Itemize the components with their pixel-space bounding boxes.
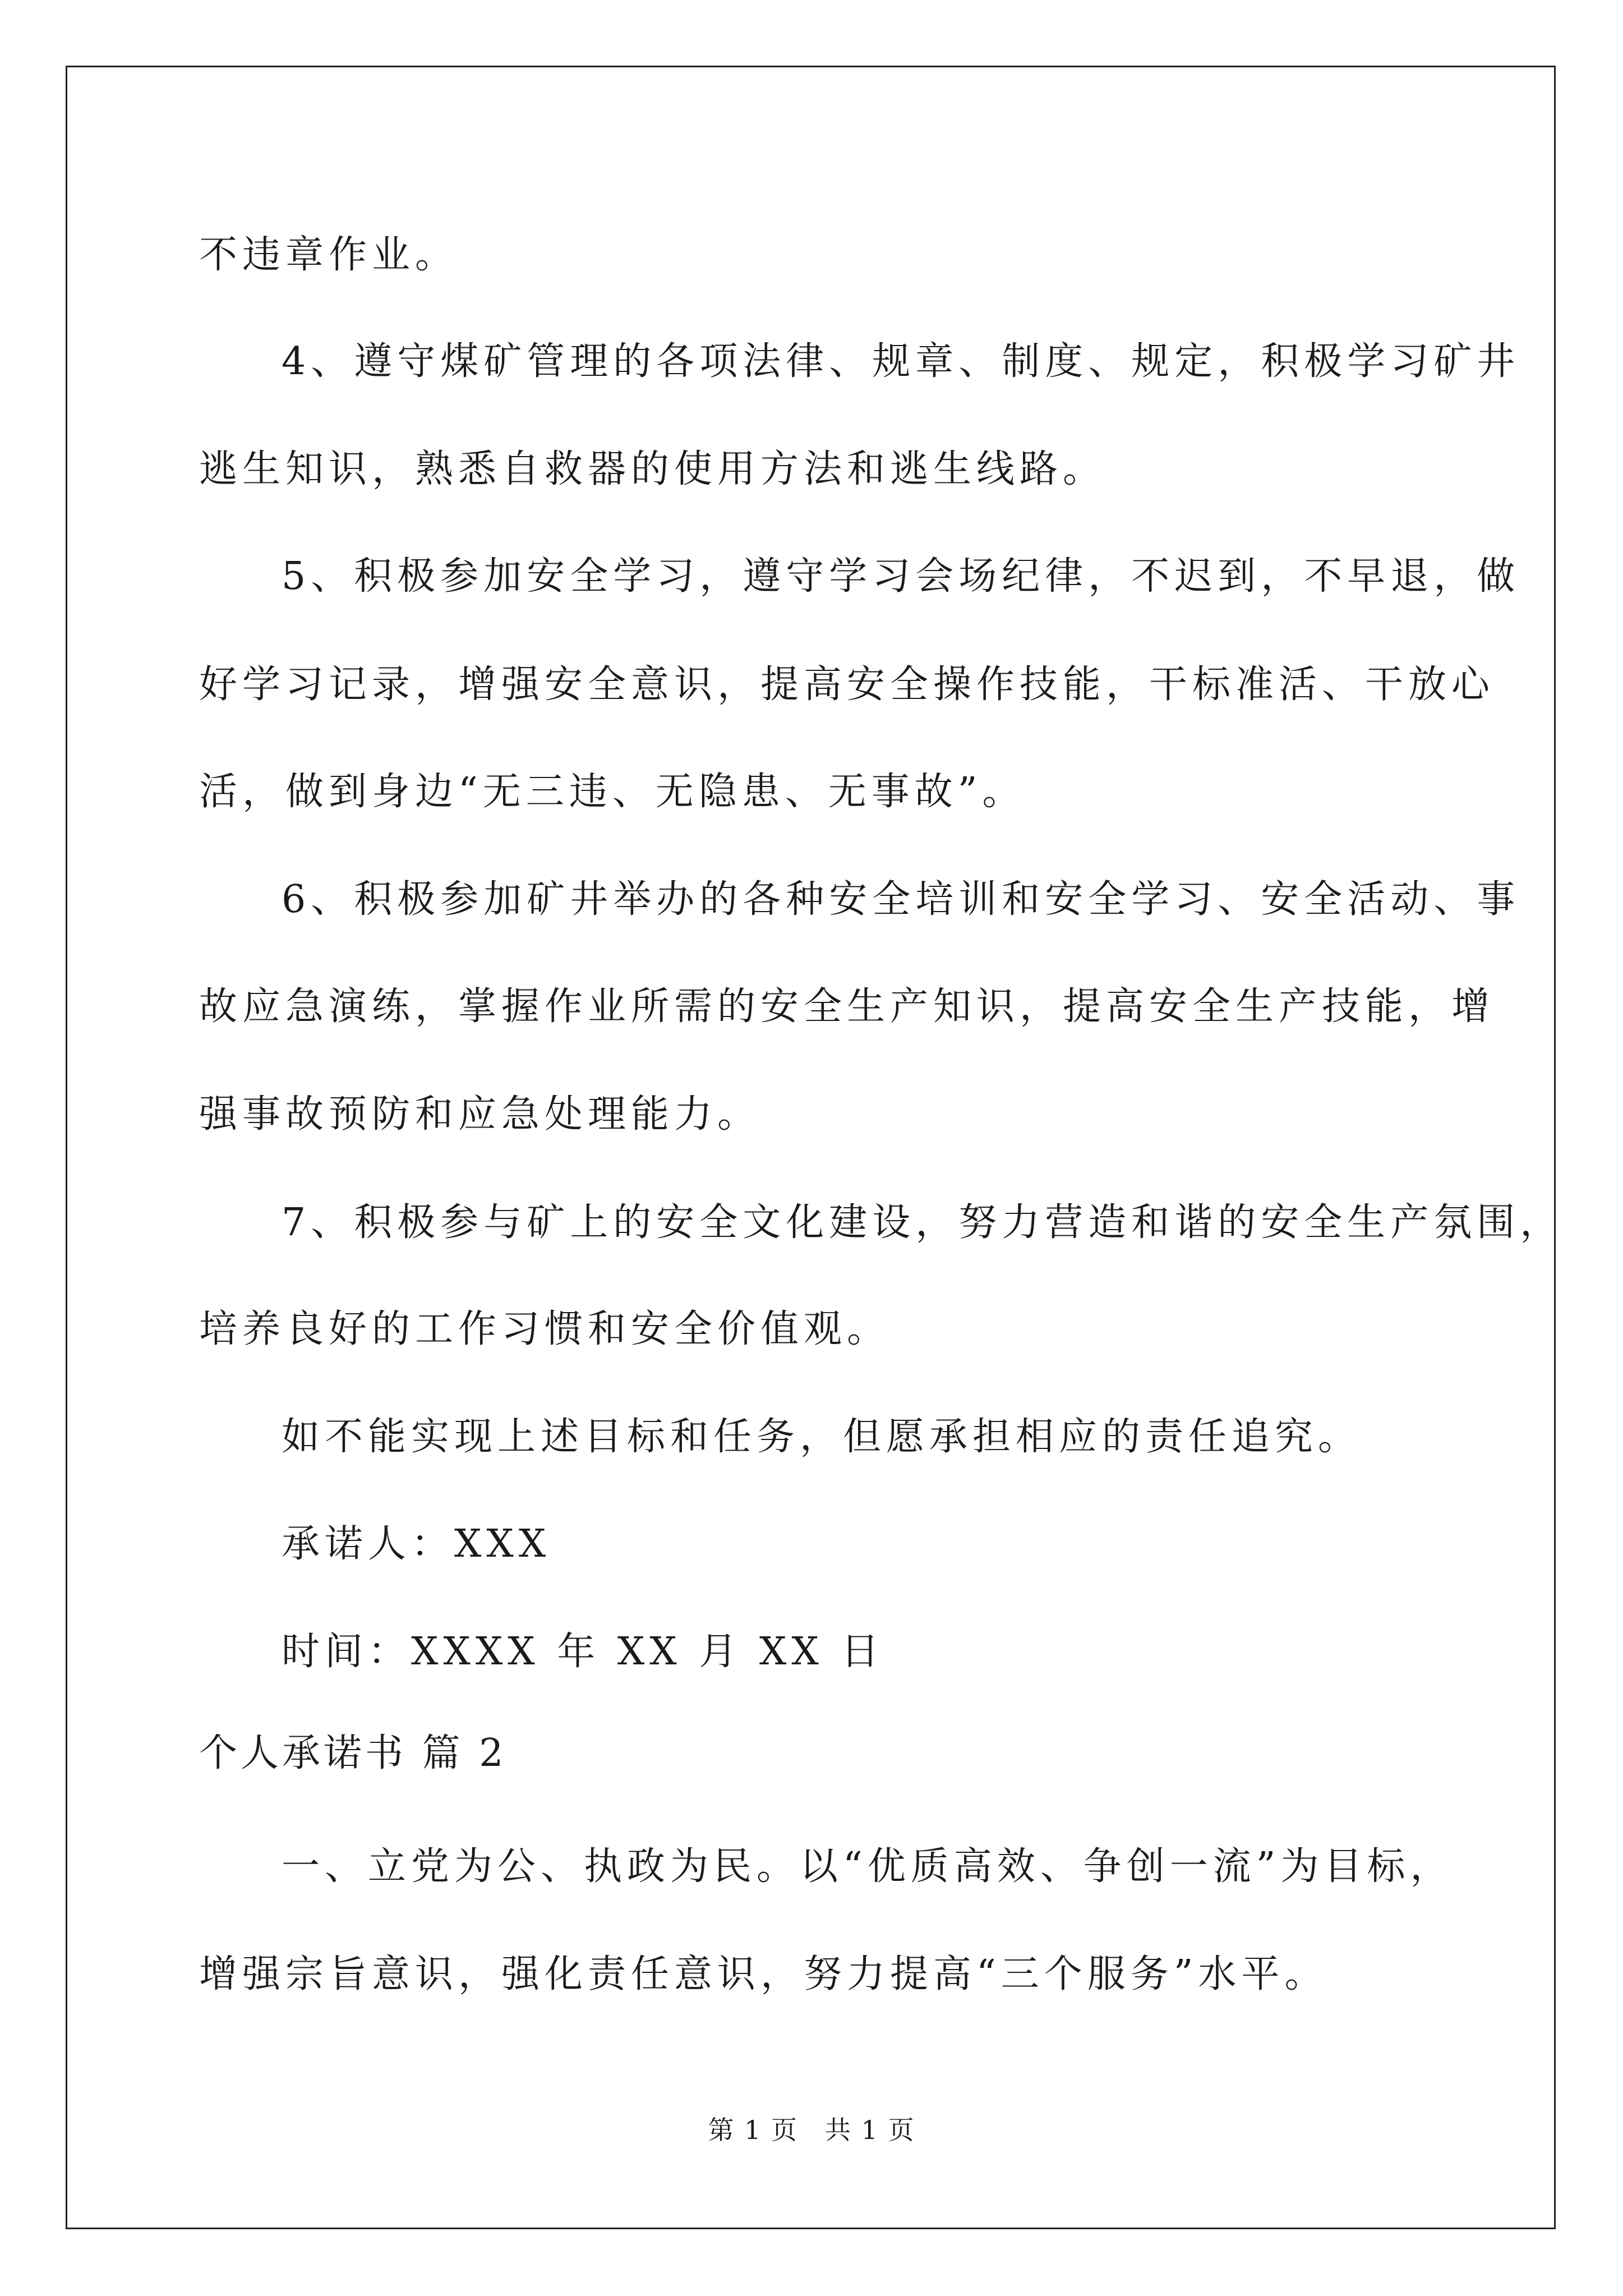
item-6-line-2: 故应急演练，掌握作业所需的安全生产知识，提高安全生产技能，增 — [199, 984, 1495, 1029]
item-5-line-2: 好学习记录，增强安全意识，提高安全操作技能，干标准活、干放心 — [199, 662, 1495, 707]
item-6-line-1: 6、积极参加矿井举办的各种安全培训和安全学习、安全活动、事 — [282, 877, 1520, 922]
date-line: 时间：XXXX 年 XX 月 XX 日 — [282, 1630, 884, 1674]
item-6-line-3: 强事故预防和应急处理能力。 — [199, 1092, 761, 1137]
commitment-statement: 如不能实现上述目标和任务，但愿承担相应的责任追究。 — [282, 1415, 1362, 1459]
section2-line-1: 一、立党为公、执政为民。以“优质高效、争创一流”为目标， — [282, 1844, 1454, 1889]
page-footer: 第 1 页 共 1 页 — [708, 2115, 915, 2145]
item-7-line-1: 7、积极参与矿上的安全文化建设，努力营造和谐的安全生产氛围， — [282, 1200, 1564, 1245]
item-5-line-1: 5、积极参加安全学习，遵守学习会场纪律，不迟到，不早退，做 — [282, 554, 1520, 599]
body-line-1: 不违章作业。 — [199, 233, 459, 277]
item-4-line-2: 逃生知识，熟悉自救器的使用方法和逃生线路。 — [199, 447, 1106, 491]
signatory-line: 承诺人：XXX — [282, 1522, 551, 1566]
section2-line-2: 增强宗旨意识，强化责任意识，努力提高“三个服务”水平。 — [199, 1952, 1328, 1996]
page-frame — [66, 66, 1556, 2229]
item-4-line-1: 4、遵守煤矿管理的各项法律、规章、制度、规定，积极学习矿井 — [282, 339, 1520, 384]
section-heading: 个人承诺书 篇 2 — [199, 1731, 507, 1775]
item-7-line-2: 培养良好的工作习惯和安全价值观。 — [199, 1307, 891, 1351]
item-5-line-3: 活，做到身边“无三违、无隐患、无事故”。 — [199, 770, 1026, 814]
